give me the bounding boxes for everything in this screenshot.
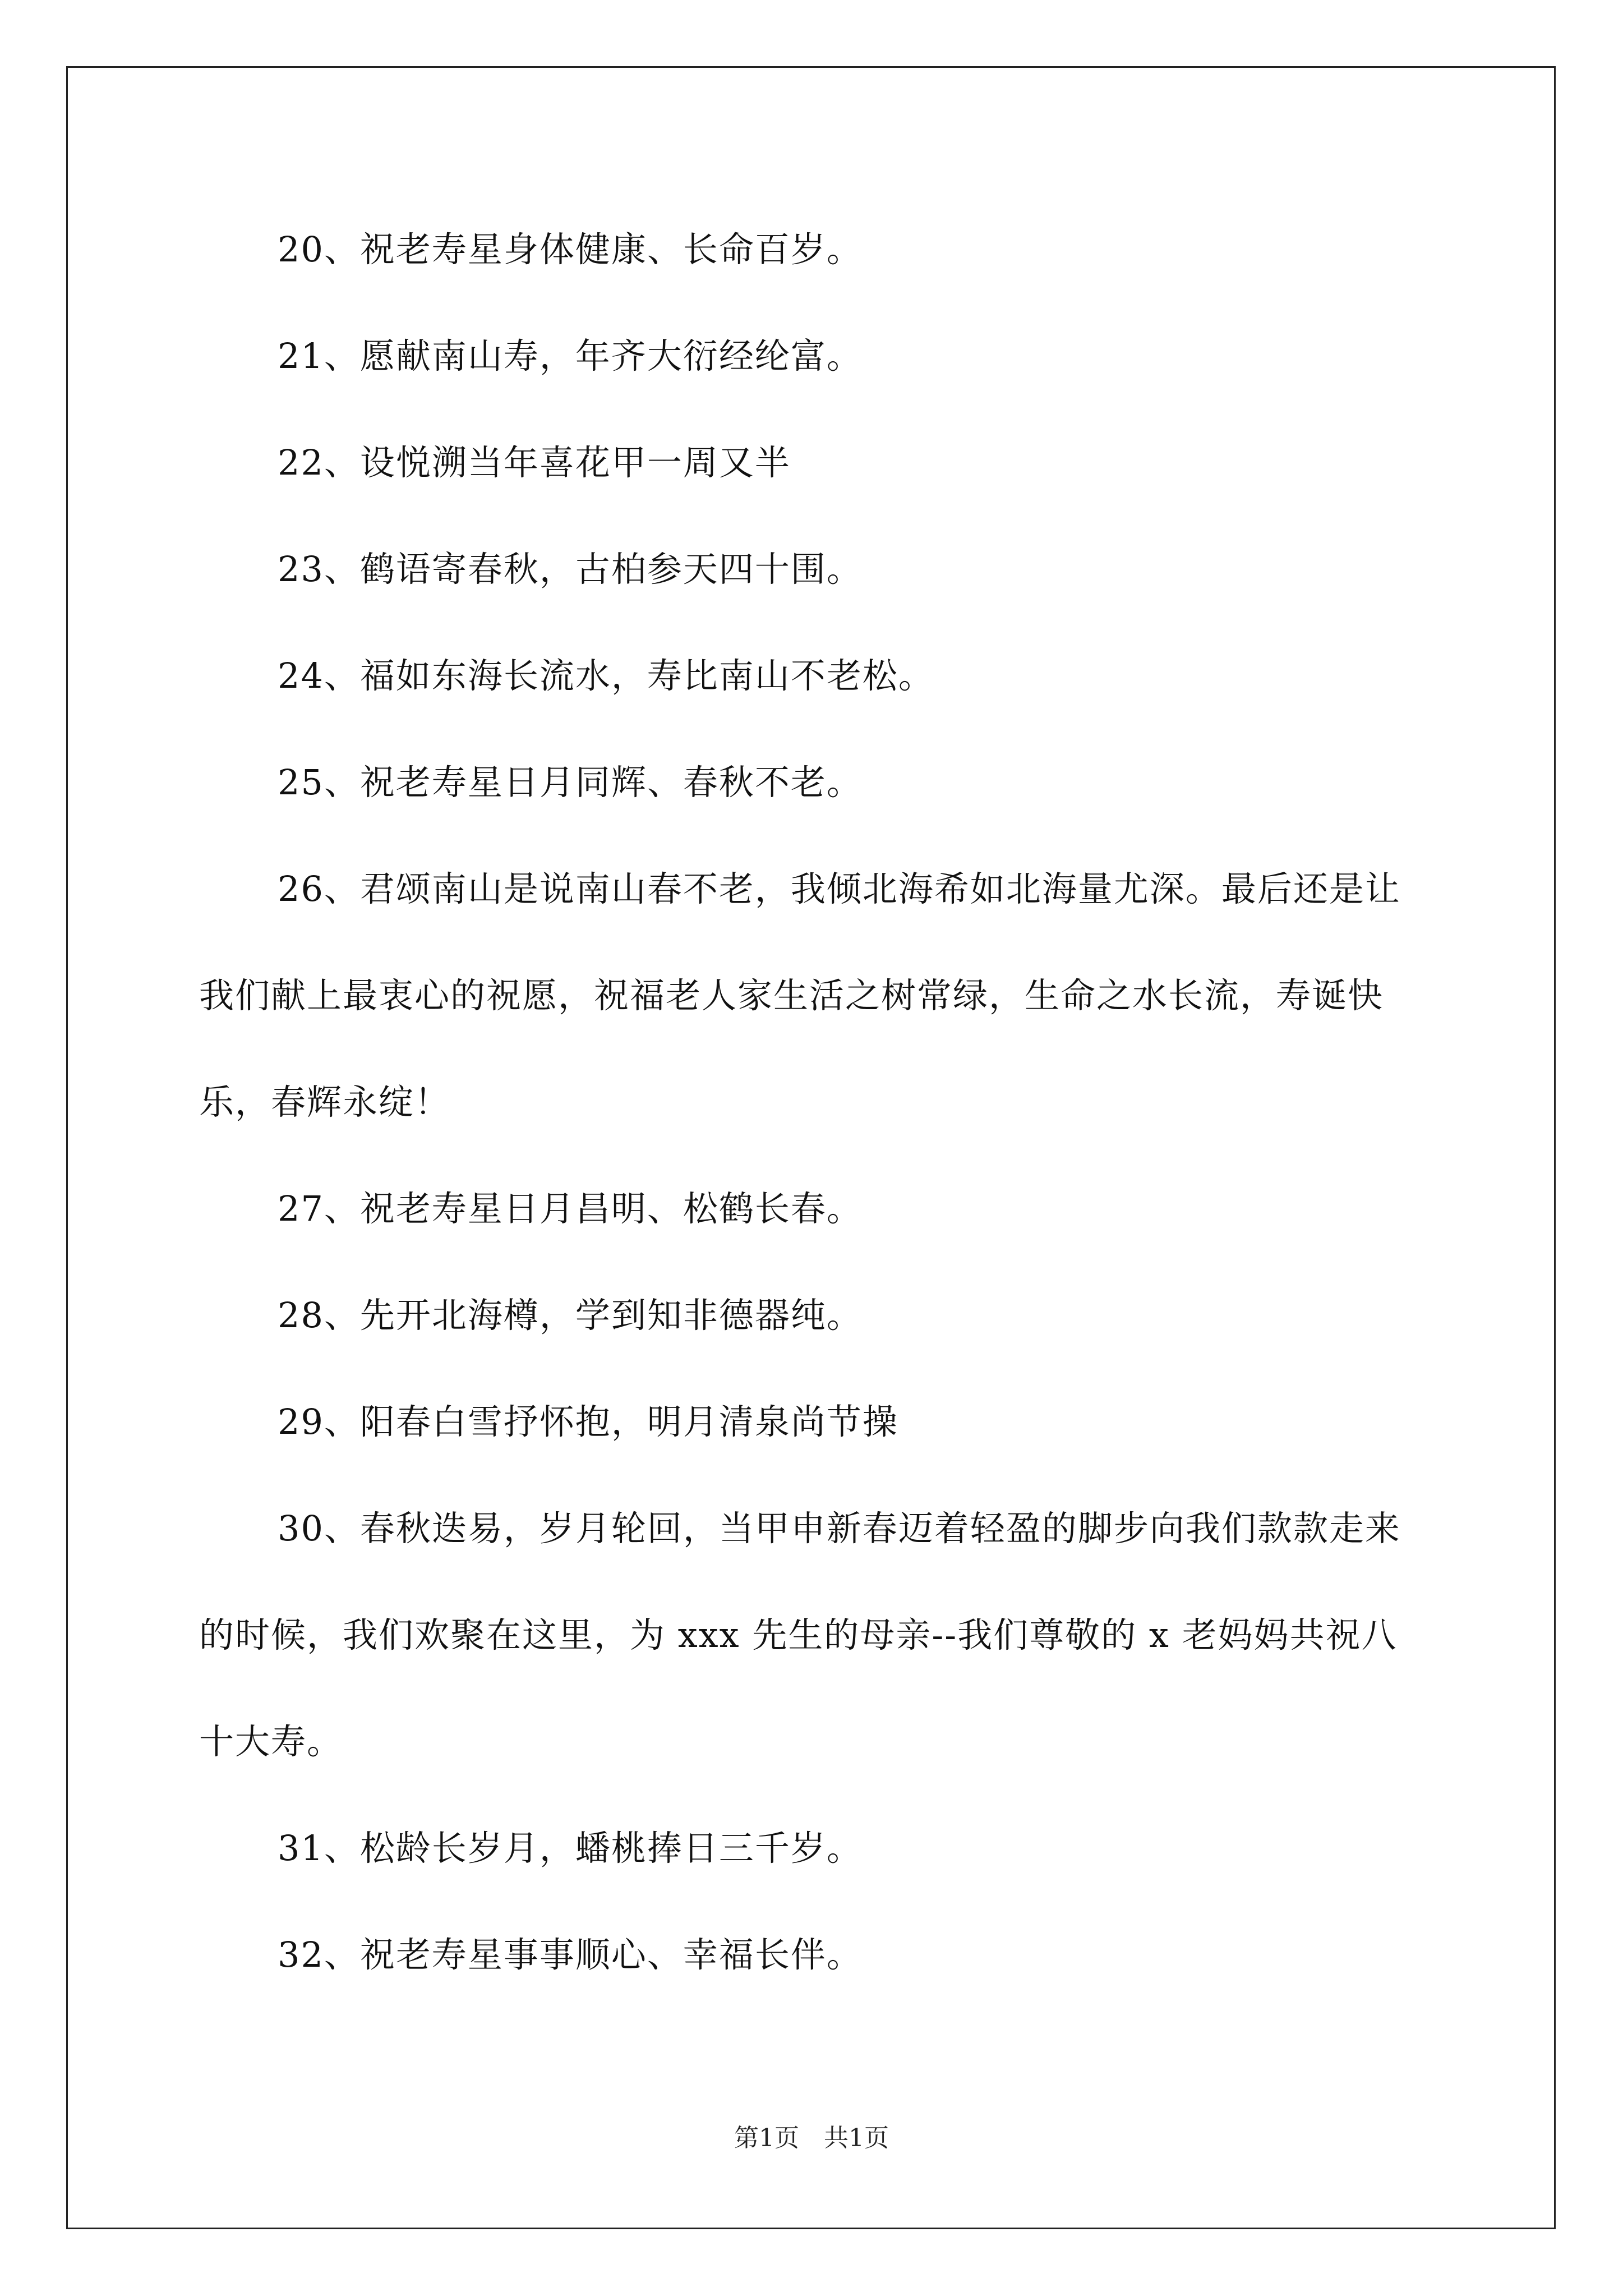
paragraph-24: 24、福如东海长流水，寿比南山不老松。 xyxy=(278,655,934,696)
paragraph-26: 26、君颂南山是说南山春不老，我倾北海希如北海量尤深。最后还是让我们献上最衷心的祝愿，祝福老人家生活之树常绿，生命之水长流，寿诞快乐，春辉永绽！ xyxy=(199,868,1401,1122)
paragraph-29: 29、阳春白雪抒怀抱，明月清泉尚节操 xyxy=(278,1401,898,1442)
paragraph-31: 31、松龄长岁月，蟠桃捧日三千岁。 xyxy=(278,1828,863,1869)
paragraph-25: 25、祝老寿星日月同辉、春秋不老。 xyxy=(278,762,863,803)
paragraph-23: 23、鹤语寄春秋，古柏参天四十围。 xyxy=(278,549,863,590)
paragraph-30: 30、春秋迭易，岁月轮回，当甲申新春迈着轻盈的脚步向我们款款走来的时候，我们欢聚在这里，为 xxx 先生的母亲--我们尊敬的 x 老妈妈共祝八十大寿。 xyxy=(199,1508,1401,1762)
paragraph-20: 20、祝老寿星身体健康、长命百岁。 xyxy=(278,229,863,270)
page-footer: 第1页 共1页 xyxy=(734,2124,889,2152)
paragraph-27: 27、祝老寿星日月昌明、松鹤长春。 xyxy=(278,1188,863,1229)
document-body xyxy=(199,196,1433,2008)
paragraph-21: 21、愿献南山寿，年齐大衍经纶富。 xyxy=(278,335,863,376)
paragraph-22: 22、设悦溯当年喜花甲一周又半 xyxy=(278,442,791,483)
paragraph-32: 32、祝老寿星事事顺心、幸福长伴。 xyxy=(278,1934,863,1975)
paragraph-28: 28、先开北海樽，学到知非德器纯。 xyxy=(278,1295,863,1336)
